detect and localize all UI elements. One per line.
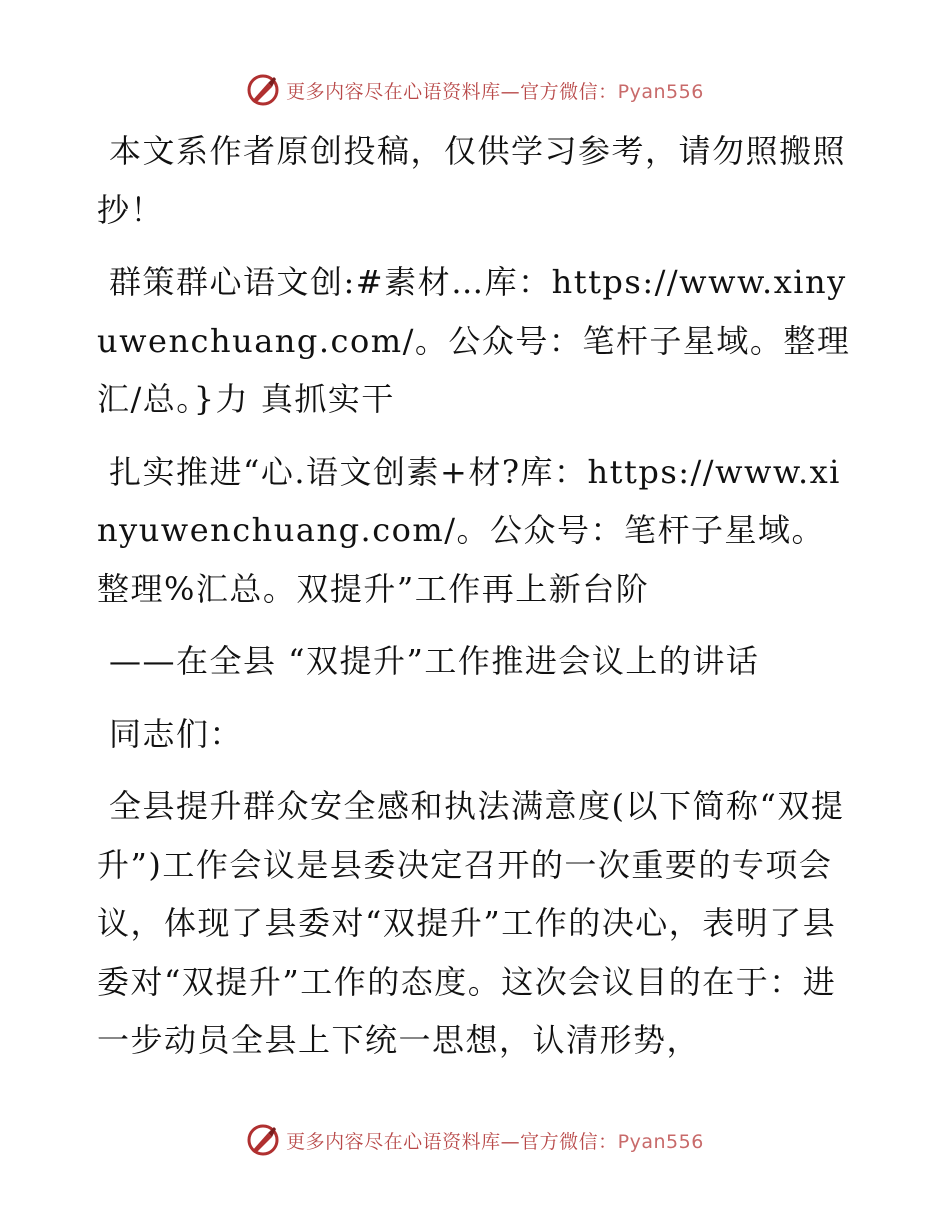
paragraph-salutation — [97, 705, 857, 764]
footer-banner — [0, 1118, 950, 1162]
header-banner — [0, 68, 950, 112]
header-wechat-id: Pyan556 — [617, 80, 704, 103]
paragraph-title — [97, 443, 857, 619]
paragraph-body-1-text: 全县提升群众安全感和执法满意度(以下简称“双提升”)工作会议是县委决定召开的一次重要的专项会议，体现了县委对“双提升”工作的决心，表明了县委对“双提升”工作的态度。这次会议目的在于：进一步动员全县上下统一思想，认清形势， — [97, 787, 845, 1059]
footer-banner-text — [286, 1127, 704, 1154]
header-banner-label: 更多内容尽在心语资料库—官方微信： — [286, 80, 618, 103]
pen-logo-icon — [246, 1123, 280, 1157]
paragraph-body-1 — [97, 777, 857, 1070]
paragraph-source-note-1 — [97, 253, 857, 429]
document-body — [97, 122, 857, 1084]
paragraph-title-text: 扎实推进“心.语文创素+材?库：https://www.xinyuwenchuang.com/。公众号：笔杆子星域。整理%汇总。双提升”工作再上新台阶 — [97, 452, 841, 608]
paragraph-source-note-1-text: 群策群心语文创:#素材…库：https://www.xinyuwenchuang.com/。公众号：笔杆子星域。整理汇/总。}力 真抓实干 — [97, 263, 851, 418]
paragraph-subtitle — [97, 632, 857, 691]
paragraph-disclaimer — [97, 122, 857, 239]
paragraph-salutation-text: 同志们： — [109, 714, 244, 753]
paragraph-subtitle-text: ——在全县 “双提升”工作推进会议上的讲话 — [109, 642, 760, 680]
footer-wechat-id: Pyan556 — [617, 1130, 704, 1153]
header-banner-text — [286, 77, 704, 104]
footer-banner-label: 更多内容尽在心语资料库—官方微信： — [286, 1130, 618, 1153]
pen-logo-icon — [246, 73, 280, 107]
paragraph-disclaimer-text: 本文系作者原创投稿，仅供学习参考，请勿照搬照抄！ — [97, 132, 847, 229]
